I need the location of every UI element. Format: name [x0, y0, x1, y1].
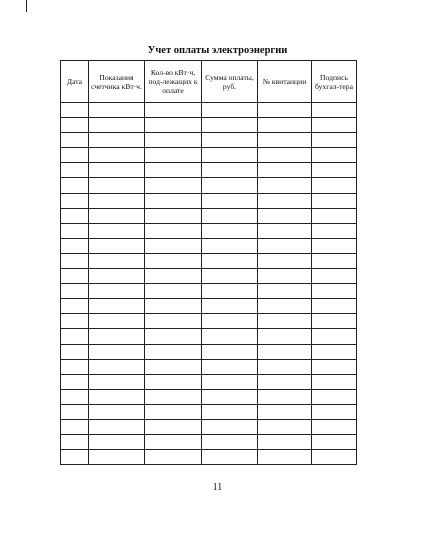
table-cell[interactable]: [145, 253, 202, 268]
table-cell[interactable]: [312, 238, 357, 253]
column-header-kwh-payable: Кол-во кВт·ч, под-лежащих к оплате: [145, 61, 202, 103]
table-cell[interactable]: [89, 299, 145, 314]
table-row: [61, 178, 357, 193]
table-cell[interactable]: [89, 238, 145, 253]
table-cell[interactable]: [202, 450, 258, 465]
table-cell[interactable]: [89, 404, 145, 419]
table-cell[interactable]: [312, 284, 357, 299]
table-row: [61, 208, 357, 223]
table-cell[interactable]: [61, 208, 89, 223]
table-row: [61, 359, 357, 374]
table-row: [61, 450, 357, 465]
table-cell[interactable]: [258, 299, 312, 314]
table-cell[interactable]: [145, 223, 202, 238]
table-cell[interactable]: [312, 253, 357, 268]
table-cell[interactable]: [145, 344, 202, 359]
table-cell[interactable]: [202, 193, 258, 208]
table-cell[interactable]: [89, 314, 145, 329]
table-row: [61, 284, 357, 299]
table-cell[interactable]: [89, 103, 145, 118]
table-body: [61, 103, 357, 465]
table-cell[interactable]: [61, 193, 89, 208]
table-cell[interactable]: [258, 389, 312, 404]
table-cell[interactable]: [202, 238, 258, 253]
table-cell[interactable]: [61, 284, 89, 299]
table-cell[interactable]: [89, 148, 145, 163]
table-cell[interactable]: [258, 269, 312, 284]
table-cell[interactable]: [145, 329, 202, 344]
table-cell[interactable]: [312, 193, 357, 208]
table-cell[interactable]: [312, 344, 357, 359]
table-cell[interactable]: [258, 404, 312, 419]
table-cell[interactable]: [89, 193, 145, 208]
column-header-accountant-signature: Подпись бухгал-тера: [312, 61, 357, 103]
table-cell[interactable]: [89, 284, 145, 299]
table-row: [61, 103, 357, 118]
table-cell[interactable]: [202, 419, 258, 434]
table-cell[interactable]: [258, 133, 312, 148]
table-cell[interactable]: [89, 208, 145, 223]
table-cell[interactable]: [89, 419, 145, 434]
table-cell[interactable]: [258, 450, 312, 465]
crop-mark: [26, 0, 27, 12]
table-cell[interactable]: [89, 374, 145, 389]
table-cell[interactable]: [258, 223, 312, 238]
table-row: [61, 223, 357, 238]
table-cell[interactable]: [258, 163, 312, 178]
table-cell[interactable]: [89, 178, 145, 193]
table-cell[interactable]: [61, 238, 89, 253]
table-cell[interactable]: [202, 374, 258, 389]
table-cell[interactable]: [312, 329, 357, 344]
table-cell[interactable]: [61, 223, 89, 238]
table-cell[interactable]: [61, 435, 89, 450]
table-cell[interactable]: [61, 253, 89, 268]
table-cell[interactable]: [61, 450, 89, 465]
table-cell[interactable]: [89, 450, 145, 465]
table-cell[interactable]: [312, 419, 357, 434]
table-cell[interactable]: [202, 389, 258, 404]
table-cell[interactable]: [61, 329, 89, 344]
table-cell[interactable]: [202, 163, 258, 178]
table-cell[interactable]: [312, 435, 357, 450]
table-cell[interactable]: [89, 269, 145, 284]
table-cell[interactable]: [145, 163, 202, 178]
table-cell[interactable]: [312, 450, 357, 465]
table-row: [61, 238, 357, 253]
table-row: [61, 299, 357, 314]
table-row: [61, 344, 357, 359]
table-cell[interactable]: [258, 435, 312, 450]
table-cell[interactable]: [145, 374, 202, 389]
table-cell[interactable]: [258, 178, 312, 193]
table-cell[interactable]: [312, 148, 357, 163]
column-header-date: Дата: [61, 61, 89, 103]
table-cell[interactable]: [202, 118, 258, 133]
table-cell[interactable]: [89, 344, 145, 359]
table-cell[interactable]: [312, 404, 357, 419]
table-cell[interactable]: [61, 374, 89, 389]
table-cell[interactable]: [145, 118, 202, 133]
table-cell[interactable]: [145, 314, 202, 329]
table-cell[interactable]: [89, 359, 145, 374]
table-cell[interactable]: [202, 344, 258, 359]
table-row: [61, 404, 357, 419]
table-cell[interactable]: [145, 178, 202, 193]
table-cell[interactable]: [89, 118, 145, 133]
column-header-payment-amount: Сумма оплаты, руб.: [202, 61, 258, 103]
table-cell[interactable]: [145, 404, 202, 419]
table-cell[interactable]: [89, 163, 145, 178]
table-cell[interactable]: [202, 178, 258, 193]
table-cell[interactable]: [202, 223, 258, 238]
table-cell[interactable]: [61, 163, 89, 178]
table-row: [61, 118, 357, 133]
table-row: [61, 435, 357, 450]
table-row: [61, 314, 357, 329]
table-cell[interactable]: [312, 269, 357, 284]
table-cell[interactable]: [258, 193, 312, 208]
table-cell[interactable]: [258, 118, 312, 133]
table-cell[interactable]: [258, 103, 312, 118]
table-cell[interactable]: [145, 435, 202, 450]
table-cell[interactable]: [312, 103, 357, 118]
table-cell[interactable]: [61, 404, 89, 419]
table-cell[interactable]: [258, 344, 312, 359]
table-cell[interactable]: [202, 208, 258, 223]
table-cell[interactable]: [61, 269, 89, 284]
table-cell[interactable]: [202, 269, 258, 284]
table-row: [61, 389, 357, 404]
table-cell[interactable]: [61, 344, 89, 359]
table-cell[interactable]: [258, 374, 312, 389]
table-cell[interactable]: [312, 314, 357, 329]
column-header-meter-reading: Показания счетчика кВт·ч.: [89, 61, 145, 103]
table-cell[interactable]: [258, 238, 312, 253]
payment-ledger-table: [60, 60, 357, 465]
column-header-receipt-number: № квитанции: [258, 61, 312, 103]
table-cell[interactable]: [145, 419, 202, 434]
table-cell[interactable]: [89, 253, 145, 268]
table-row: [61, 329, 357, 344]
table-cell[interactable]: [258, 284, 312, 299]
table-cell[interactable]: [202, 133, 258, 148]
table-cell[interactable]: [145, 133, 202, 148]
table-cell[interactable]: [312, 374, 357, 389]
table-cell[interactable]: [312, 223, 357, 238]
table-cell[interactable]: [61, 148, 89, 163]
table-cell[interactable]: [145, 269, 202, 284]
document-title: Учет оплаты электроэнергии: [147, 45, 288, 56]
table-cell[interactable]: [145, 238, 202, 253]
table-cell[interactable]: [312, 299, 357, 314]
table-cell[interactable]: [312, 208, 357, 223]
table-cell[interactable]: [61, 419, 89, 434]
table-row: [61, 163, 357, 178]
table-cell[interactable]: [202, 253, 258, 268]
table-cell[interactable]: [312, 118, 357, 133]
table-cell[interactable]: [89, 223, 145, 238]
table-cell[interactable]: [145, 193, 202, 208]
table-cell[interactable]: [89, 389, 145, 404]
table-cell[interactable]: [202, 314, 258, 329]
table-cell[interactable]: [61, 118, 89, 133]
table-cell[interactable]: [145, 103, 202, 118]
table-cell[interactable]: [89, 133, 145, 148]
table-row: [61, 148, 357, 163]
page-number: 11: [212, 482, 223, 493]
table-row: [61, 193, 357, 208]
table-row: [61, 253, 357, 268]
table-cell[interactable]: [145, 389, 202, 404]
table-cell[interactable]: [258, 208, 312, 223]
table-cell[interactable]: [202, 148, 258, 163]
table-header-row: [61, 61, 357, 103]
table-cell[interactable]: [145, 208, 202, 223]
table-cell[interactable]: [312, 178, 357, 193]
table-cell[interactable]: [202, 359, 258, 374]
table-cell[interactable]: [61, 133, 89, 148]
table-cell[interactable]: [61, 314, 89, 329]
table-cell[interactable]: [258, 148, 312, 163]
table-cell[interactable]: [202, 435, 258, 450]
table-row: [61, 419, 357, 434]
table-cell[interactable]: [312, 359, 357, 374]
table-cell[interactable]: [202, 299, 258, 314]
table-row: [61, 133, 357, 148]
table-cell[interactable]: [61, 178, 89, 193]
table-cell[interactable]: [61, 389, 89, 404]
table-cell[interactable]: [202, 404, 258, 419]
table-cell[interactable]: [258, 329, 312, 344]
table-cell[interactable]: [202, 284, 258, 299]
table-cell[interactable]: [258, 314, 312, 329]
table-cell[interactable]: [61, 359, 89, 374]
table-cell[interactable]: [202, 103, 258, 118]
table-cell[interactable]: [258, 419, 312, 434]
table-cell[interactable]: [258, 253, 312, 268]
table-cell[interactable]: [312, 133, 357, 148]
table-cell[interactable]: [145, 359, 202, 374]
table-cell[interactable]: [145, 284, 202, 299]
table-cell[interactable]: [145, 450, 202, 465]
table-row: [61, 269, 357, 284]
table-cell[interactable]: [145, 148, 202, 163]
table-cell[interactable]: [258, 359, 312, 374]
table-cell[interactable]: [89, 435, 145, 450]
table-row: [61, 374, 357, 389]
table-cell[interactable]: [89, 329, 145, 344]
table-cell[interactable]: [145, 299, 202, 314]
table-cell[interactable]: [61, 299, 89, 314]
table-cell[interactable]: [312, 389, 357, 404]
table-cell[interactable]: [202, 329, 258, 344]
table-cell[interactable]: [312, 163, 357, 178]
table-cell[interactable]: [61, 103, 89, 118]
